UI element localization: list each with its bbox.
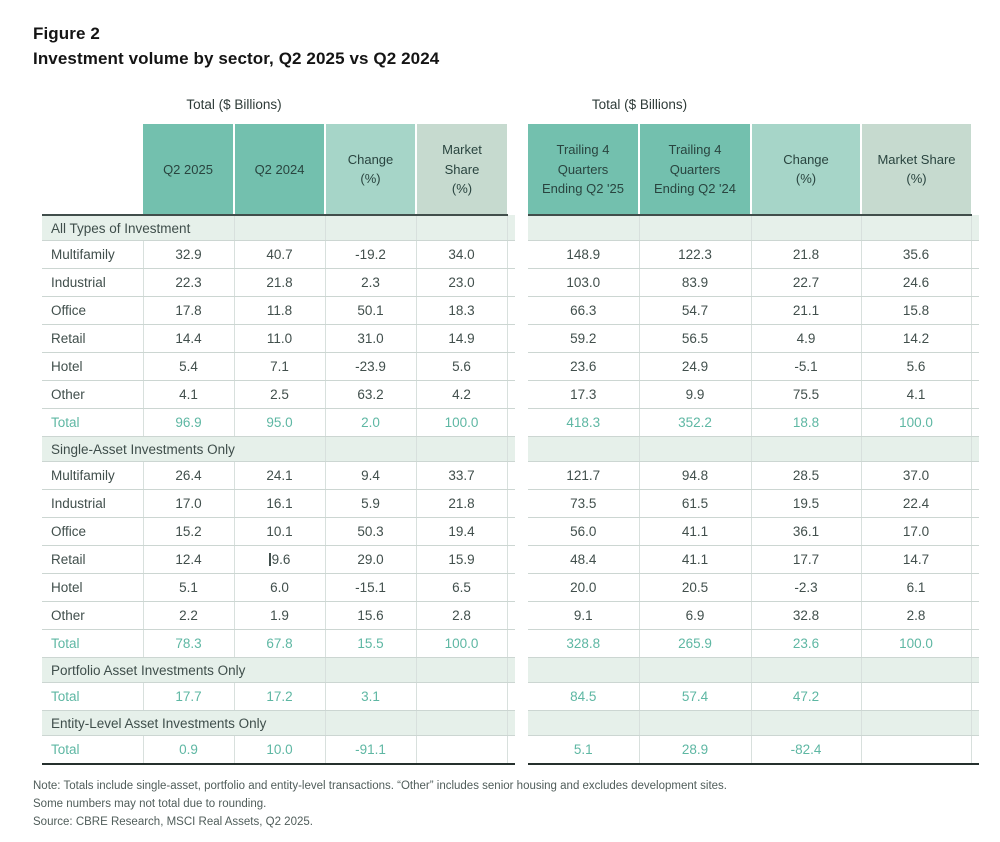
sliver-cell — [971, 574, 979, 602]
section-filler-cell — [528, 658, 639, 683]
value-cell: 121.7 — [528, 462, 639, 490]
sliver-cell — [507, 409, 515, 437]
section-row — [42, 711, 515, 736]
value-cell: 7.1 — [234, 353, 325, 381]
value-cell: 10.1 — [234, 518, 325, 546]
value-cell: 5.1 — [528, 736, 639, 765]
value-cell: 37.0 — [861, 462, 971, 490]
total-row — [528, 736, 979, 765]
section-filler-cell — [234, 215, 325, 241]
value-cell — [861, 683, 971, 711]
total-row — [42, 630, 515, 658]
value-cell: 24.6 — [861, 269, 971, 297]
value-cell: 57.4 — [639, 683, 751, 711]
value-cell: -2.3 — [751, 574, 861, 602]
table-row — [528, 241, 979, 269]
value-cell: 15.8 — [861, 297, 971, 325]
table-row — [528, 353, 979, 381]
column-header-cell: Market Share (%) — [861, 124, 971, 215]
sliver-cell — [971, 241, 979, 269]
section-filler-cell — [639, 711, 751, 736]
value-cell: -19.2 — [325, 241, 416, 269]
section-filler-cell — [416, 437, 507, 462]
table-row — [528, 325, 979, 353]
value-cell: 34.0 — [416, 241, 507, 269]
value-cell: -5.1 — [751, 353, 861, 381]
value-cell: 84.5 — [528, 683, 639, 711]
value-cell: 75.5 — [751, 381, 861, 409]
section-filler-cell — [861, 215, 971, 241]
table-row — [528, 518, 979, 546]
left-table-group-title: Total ($ Billions) — [186, 97, 282, 113]
value-cell: 19.4 — [416, 518, 507, 546]
value-cell: 14.9 — [416, 325, 507, 353]
value-cell: 265.9 — [639, 630, 751, 658]
value-cell: 9.4 — [325, 462, 416, 490]
sliver-cell — [507, 325, 515, 353]
value-cell: 28.9 — [639, 736, 751, 765]
value-cell: 2.2 — [143, 602, 234, 630]
table-row — [42, 546, 515, 574]
sliver-cell — [971, 462, 979, 490]
table-row — [528, 546, 979, 574]
value-cell: 17.0 — [143, 490, 234, 518]
sliver-cell — [507, 658, 515, 683]
value-cell: 83.9 — [639, 269, 751, 297]
value-cell: 5.4 — [143, 353, 234, 381]
value-cell: 22.7 — [751, 269, 861, 297]
total-row — [42, 736, 515, 765]
value-cell: 56.5 — [639, 325, 751, 353]
section-filler-cell — [325, 215, 416, 241]
value-cell: 66.3 — [528, 297, 639, 325]
section-filler-cell — [751, 215, 861, 241]
value-cell: 100.0 — [861, 630, 971, 658]
value-cell: 2.3 — [325, 269, 416, 297]
table-row — [528, 602, 979, 630]
column-header-cell: Change (%) — [751, 124, 861, 215]
note-line: Some numbers may not total due to rounding. — [33, 798, 267, 811]
value-cell: 28.5 — [751, 462, 861, 490]
column-header-row — [42, 124, 515, 215]
section-filler-cell — [416, 711, 507, 736]
section-filler-cell — [325, 658, 416, 683]
value-cell: 23.0 — [416, 269, 507, 297]
value-cell: 31.0 — [325, 325, 416, 353]
note-line: Note: Totals include single-asset, portfolio and entity-level transactions. “Other” includes senior housing and excludes development sites. — [33, 780, 727, 793]
value-cell: 328.8 — [528, 630, 639, 658]
text-cursor-artifact — [269, 553, 271, 566]
column-header-cell: Trailing 4 Quarters Ending Q2 '25 — [528, 124, 639, 215]
value-cell: -23.9 — [325, 353, 416, 381]
value-cell: 59.2 — [528, 325, 639, 353]
table-row — [528, 297, 979, 325]
value-cell: 11.0 — [234, 325, 325, 353]
sliver-cell — [971, 297, 979, 325]
value-cell: 103.0 — [528, 269, 639, 297]
value-cell: 41.1 — [639, 518, 751, 546]
section-row — [528, 437, 979, 462]
value-cell: 56.0 — [528, 518, 639, 546]
figure-label: Figure 2 — [33, 24, 100, 43]
value-cell: 3.1 — [325, 683, 416, 711]
section-filler-cell — [639, 437, 751, 462]
value-cell: 29.0 — [325, 546, 416, 574]
sliver-cell — [971, 490, 979, 518]
sliver-cell — [971, 409, 979, 437]
section-row — [42, 437, 515, 462]
sliver-cell — [507, 546, 515, 574]
value-cell: 14.2 — [861, 325, 971, 353]
total-row — [42, 409, 515, 437]
value-cell: 20.0 — [528, 574, 639, 602]
section-filler-cell — [639, 215, 751, 241]
sliver-cell — [971, 353, 979, 381]
row-label-cell: Retail — [42, 325, 143, 353]
value-cell: 4.1 — [861, 381, 971, 409]
value-cell: 6.5 — [416, 574, 507, 602]
table-row — [42, 490, 515, 518]
value-cell — [416, 736, 507, 765]
sliver-cell — [507, 269, 515, 297]
value-cell: 4.2 — [416, 381, 507, 409]
row-label-cell: Office — [42, 518, 143, 546]
value-cell: 24.9 — [639, 353, 751, 381]
value-cell: 48.4 — [528, 546, 639, 574]
value-cell: 47.2 — [751, 683, 861, 711]
figure-title: Investment volume by sector, Q2 2025 vs Q2 2024 — [33, 48, 440, 68]
sliver-cell — [507, 518, 515, 546]
value-cell: 16.1 — [234, 490, 325, 518]
sliver-cell — [507, 574, 515, 602]
value-cell: 32.8 — [751, 602, 861, 630]
sliver-cell — [507, 462, 515, 490]
value-cell: 5.6 — [861, 353, 971, 381]
value-cell: 418.3 — [528, 409, 639, 437]
section-filler-cell — [861, 437, 971, 462]
value-cell: 15.5 — [325, 630, 416, 658]
value-cell: 100.0 — [416, 409, 507, 437]
sliver-cell — [971, 269, 979, 297]
value-cell: 22.4 — [861, 490, 971, 518]
sliver-cell — [971, 658, 979, 683]
value-cell: 41.1 — [639, 546, 751, 574]
sliver-cell — [971, 630, 979, 658]
value-cell: 21.8 — [416, 490, 507, 518]
sliver-cell — [507, 437, 515, 462]
value-cell: 17.3 — [528, 381, 639, 409]
value-cell: 50.1 — [325, 297, 416, 325]
value-cell: 14.7 — [861, 546, 971, 574]
column-header-cell: Change (%) — [325, 124, 416, 215]
value-cell: 15.9 — [416, 546, 507, 574]
value-cell: -91.1 — [325, 736, 416, 765]
sliver-cell — [971, 437, 979, 462]
table-row — [42, 574, 515, 602]
trailing-4q-investment-table — [528, 124, 979, 765]
value-cell: 6.0 — [234, 574, 325, 602]
row-label-cell: Total — [42, 409, 143, 437]
value-cell: 73.5 — [528, 490, 639, 518]
row-label-cell: Retail — [42, 546, 143, 574]
value-cell: 54.7 — [639, 297, 751, 325]
value-cell: 12.4 — [143, 546, 234, 574]
value-cell: 22.3 — [143, 269, 234, 297]
value-cell: 17.0 — [861, 518, 971, 546]
value-cell: 17.7 — [751, 546, 861, 574]
table-row — [42, 297, 515, 325]
total-row — [528, 409, 979, 437]
value-cell: 6.9 — [639, 602, 751, 630]
table-row — [42, 518, 515, 546]
value-cell: 100.0 — [416, 630, 507, 658]
footnotes — [33, 778, 980, 831]
row-label-cell: Office — [42, 297, 143, 325]
value-cell: 67.8 — [234, 630, 325, 658]
sliver-cell — [507, 215, 515, 241]
value-cell: 6.1 — [861, 574, 971, 602]
value-cell: 122.3 — [639, 241, 751, 269]
value-cell: 78.3 — [143, 630, 234, 658]
value-cell: 10.0 — [234, 736, 325, 765]
row-label-cell: Other — [42, 381, 143, 409]
value-cell: 96.9 — [143, 409, 234, 437]
sliver-cell — [507, 124, 515, 215]
section-title-cell: Entity-Level Asset Investments Only — [42, 711, 325, 736]
sliver-cell — [971, 381, 979, 409]
section-title-cell: Single-Asset Investments Only — [42, 437, 325, 462]
value-cell: 18.3 — [416, 297, 507, 325]
section-filler-cell — [528, 437, 639, 462]
table-row — [42, 353, 515, 381]
column-header-row — [528, 124, 979, 215]
value-cell: 4.9 — [751, 325, 861, 353]
sliver-cell — [507, 241, 515, 269]
value-cell: 2.5 — [234, 381, 325, 409]
total-row — [528, 683, 979, 711]
table-row — [528, 269, 979, 297]
sliver-cell — [971, 546, 979, 574]
row-label-cell: Total — [42, 736, 143, 765]
value-cell: 50.3 — [325, 518, 416, 546]
value-cell: 63.2 — [325, 381, 416, 409]
value-cell: 9.6 — [234, 546, 325, 574]
value-cell: 9.1 — [528, 602, 639, 630]
table-row — [42, 325, 515, 353]
row-label-cell: Industrial — [42, 490, 143, 518]
row-label-cell: Multifamily — [42, 241, 143, 269]
row-label-cell: Hotel — [42, 353, 143, 381]
value-cell: 2.0 — [325, 409, 416, 437]
sliver-cell — [507, 630, 515, 658]
value-cell: 95.0 — [234, 409, 325, 437]
value-cell: 21.1 — [751, 297, 861, 325]
value-cell — [861, 736, 971, 765]
sliver-cell — [971, 518, 979, 546]
column-header-cell: Trailing 4 Quarters Ending Q2 '24 — [639, 124, 751, 215]
sliver-cell — [507, 297, 515, 325]
value-cell: -82.4 — [751, 736, 861, 765]
value-cell: 26.4 — [143, 462, 234, 490]
table-row — [42, 602, 515, 630]
sliver-cell — [971, 124, 979, 215]
value-cell: 15.6 — [325, 602, 416, 630]
sliver-cell — [971, 736, 979, 765]
right-table-wrap — [528, 95, 979, 765]
value-cell: 61.5 — [639, 490, 751, 518]
value-cell: 2.8 — [416, 602, 507, 630]
tables-row — [42, 95, 980, 765]
value-cell: 17.7 — [143, 683, 234, 711]
row-label-cell: Industrial — [42, 269, 143, 297]
value-cell: 100.0 — [861, 409, 971, 437]
section-filler-cell — [751, 658, 861, 683]
table-row — [42, 462, 515, 490]
section-filler-cell — [325, 437, 416, 462]
value-cell: 5.9 — [325, 490, 416, 518]
row-label-cell: Total — [42, 630, 143, 658]
value-cell: 2.8 — [861, 602, 971, 630]
value-cell: 0.9 — [143, 736, 234, 765]
value-cell: 1.9 — [234, 602, 325, 630]
sliver-cell — [971, 325, 979, 353]
value-cell: 17.8 — [143, 297, 234, 325]
quarterly-investment-table — [42, 124, 515, 765]
value-cell — [416, 683, 507, 711]
total-row — [42, 683, 515, 711]
value-cell: 148.9 — [528, 241, 639, 269]
section-row — [42, 215, 515, 241]
row-label-cell: Total — [42, 683, 143, 711]
section-title-cell: Portfolio Asset Investments Only — [42, 658, 325, 683]
value-cell: 21.8 — [751, 241, 861, 269]
value-cell: 11.8 — [234, 297, 325, 325]
column-header-cell: Q2 2025 — [143, 124, 234, 215]
table-row — [528, 490, 979, 518]
table-row — [42, 381, 515, 409]
table-row — [528, 462, 979, 490]
section-title-cell: All Types of Investment — [42, 215, 234, 241]
section-filler-cell — [751, 437, 861, 462]
sliver-cell — [507, 736, 515, 765]
row-label-cell: Other — [42, 602, 143, 630]
left-table-wrap — [42, 95, 515, 765]
corner-cell — [42, 124, 143, 215]
section-filler-cell — [751, 711, 861, 736]
total-row — [528, 630, 979, 658]
sliver-cell — [971, 683, 979, 711]
value-cell: 352.2 — [639, 409, 751, 437]
section-row — [528, 658, 979, 683]
table-row — [528, 381, 979, 409]
sliver-cell — [507, 602, 515, 630]
sliver-cell — [971, 711, 979, 736]
value-cell: 94.8 — [639, 462, 751, 490]
value-cell: 18.8 — [751, 409, 861, 437]
section-filler-cell — [528, 711, 639, 736]
value-cell: 23.6 — [528, 353, 639, 381]
value-cell: 17.2 — [234, 683, 325, 711]
table-row — [42, 269, 515, 297]
right-table-group-title: Total ($ Billions) — [591, 97, 688, 113]
column-header-cell: Market Share (%) — [416, 124, 507, 215]
note-line: Source: CBRE Research, MSCI Real Assets, Q2 2025. — [33, 815, 313, 828]
section-filler-cell — [528, 215, 639, 241]
section-filler-cell — [416, 215, 507, 241]
section-filler-cell — [861, 658, 971, 683]
table-row — [528, 574, 979, 602]
value-cell: 32.9 — [143, 241, 234, 269]
sliver-cell — [507, 353, 515, 381]
column-header-cell: Q2 2024 — [234, 124, 325, 215]
section-row — [528, 711, 979, 736]
section-filler-cell — [639, 658, 751, 683]
value-cell: 36.1 — [751, 518, 861, 546]
section-filler-cell — [416, 658, 507, 683]
value-cell: -15.1 — [325, 574, 416, 602]
value-cell: 20.5 — [639, 574, 751, 602]
row-label-cell: Multifamily — [42, 462, 143, 490]
value-cell: 4.1 — [143, 381, 234, 409]
sliver-cell — [507, 683, 515, 711]
section-filler-cell — [861, 711, 971, 736]
section-row — [42, 658, 515, 683]
section-filler-cell — [325, 711, 416, 736]
sliver-cell — [507, 490, 515, 518]
value-cell: 9.9 — [639, 381, 751, 409]
value-cell: 23.6 — [751, 630, 861, 658]
sliver-cell — [971, 602, 979, 630]
value-cell: 33.7 — [416, 462, 507, 490]
value-cell: 35.6 — [861, 241, 971, 269]
value-cell: 14.4 — [143, 325, 234, 353]
section-row — [528, 215, 979, 241]
sliver-cell — [507, 381, 515, 409]
value-cell: 5.1 — [143, 574, 234, 602]
row-label-cell: Hotel — [42, 574, 143, 602]
value-cell: 21.8 — [234, 269, 325, 297]
value-cell: 19.5 — [751, 490, 861, 518]
value-cell: 5.6 — [416, 353, 507, 381]
value-cell: 24.1 — [234, 462, 325, 490]
value-cell: 40.7 — [234, 241, 325, 269]
value-cell: 15.2 — [143, 518, 234, 546]
sliver-cell — [507, 711, 515, 736]
sliver-cell — [971, 215, 979, 241]
table-row — [42, 241, 515, 269]
